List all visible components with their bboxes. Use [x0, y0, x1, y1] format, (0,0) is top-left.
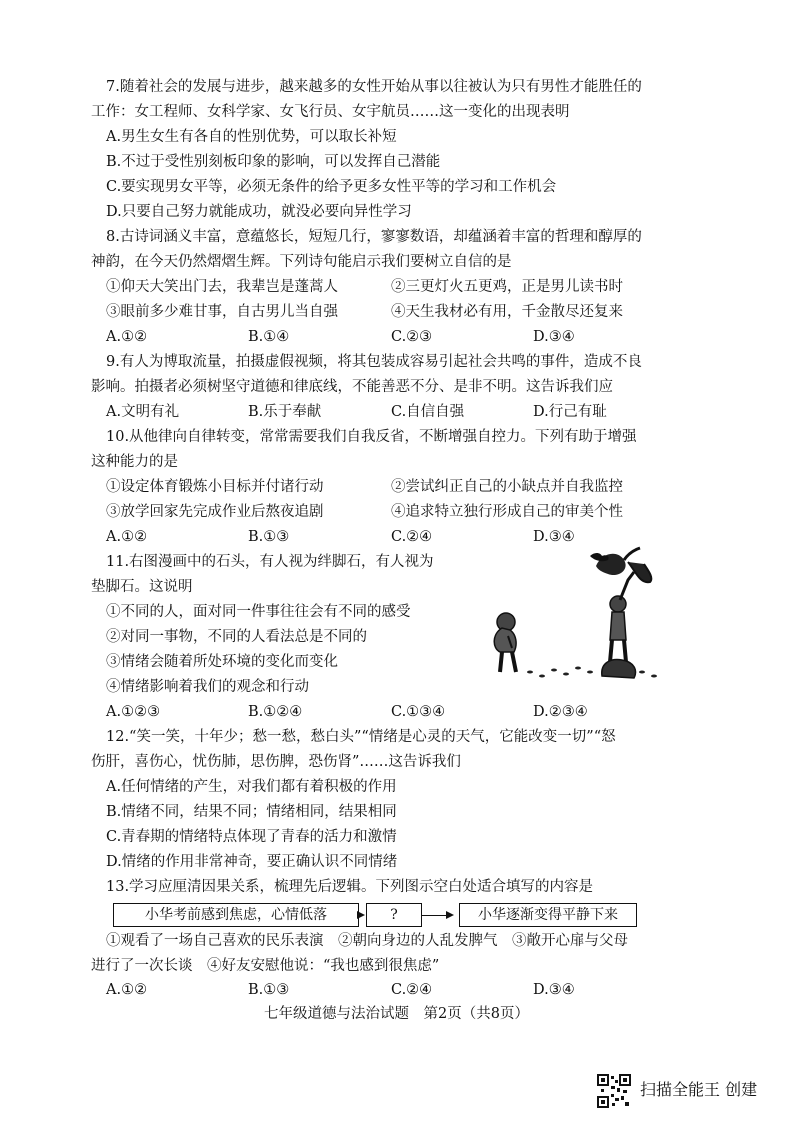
q11-statement-4: ④情绪影响着我们的观念和行动 — [106, 679, 309, 695]
q8-option-c: C.②③ — [391, 329, 433, 345]
q7-option-b: B.不过于受性别刻板印象的影响，可以发挥自己潜能 — [106, 154, 441, 170]
q13-stem: 13.学习应厘清因果关系，梳理先后逻辑。下列图示空白处适合填写的内容是 — [106, 879, 594, 895]
q12-option-b: B.情绪不同，结果不同；情绪相同，结果相同 — [106, 804, 397, 820]
flow-arrow-1 — [359, 915, 363, 916]
q13-option-a: A.①② — [106, 982, 148, 998]
q13-statements-line2: 进行了一次长谈 ④好友安慰他说：“我也感到很焦虑” — [91, 958, 440, 974]
q8-stem-line2: 神韵，在今天仍然熠熠生辉。下列诗句能启示我们要树立自信的是 — [91, 254, 512, 270]
q8-option-a: A.①② — [106, 329, 148, 345]
q10-stem-line2: 这种能力的是 — [91, 454, 178, 470]
q8-option-b: B.①④ — [248, 329, 290, 345]
q11-stem-line1: 11.右图漫画中的石头，有人视为绊脚石，有人视为 — [106, 554, 434, 570]
q13-option-b: B.①③ — [248, 982, 290, 998]
man-right-head — [610, 596, 626, 612]
q7-option-c: C.要实现男女平等，必须无条件的给予更多女性平等的学习和工作机会 — [106, 179, 557, 195]
flow-box-start: 小华考前感到焦虑，心情低落 — [113, 903, 359, 927]
cartoon-illustration — [478, 544, 663, 684]
q11-statement-1: ①不同的人，面对同一件事往往会有不同的感受 — [106, 604, 411, 620]
q13-statements-line1: ①观看了一场自己喜欢的民乐表演 ②朝向身边的人乱发脾气 ③敞开心扉与父母 — [106, 933, 628, 949]
man-right-body — [610, 612, 626, 640]
q10-option-d: D.③④ — [533, 529, 575, 545]
q11-option-b: B.①②④ — [248, 704, 303, 720]
q8-statement-3: ③眼前多少难甘事，自古男儿当自强 — [106, 304, 338, 320]
q10-option-a: A.①② — [106, 529, 148, 545]
q12-option-c: C.青春期的情绪特点体现了青春的活力和激情 — [106, 829, 397, 845]
footprints — [527, 667, 657, 678]
q10-statement-2: ②尝试纠正自己的小缺点并自我监控 — [391, 479, 623, 495]
q8-stem-line1: 8.古诗词涵义丰富，意蕴悠长，短短几行，寥寥数语，却蕴涵着丰富的哲理和醇厚的 — [106, 229, 642, 245]
q9-option-b: B.乐于奉献 — [248, 404, 322, 420]
q8-option-d: D.③④ — [533, 329, 575, 345]
q12-stem-line2: 伤肝，喜伤心，忧伤肺，思伤脾，恐伤肾”……这告诉我们 — [91, 754, 461, 770]
rock — [602, 660, 636, 678]
q11-statement-3: ③情绪会随着所处环境的变化而变化 — [106, 654, 338, 670]
q11-option-c: C.①③④ — [391, 704, 446, 720]
scanner-watermark: 扫描全能王 创建 — [640, 1080, 758, 1099]
q9-option-a: A.文明有礼 — [106, 404, 180, 420]
tree-branch — [628, 562, 651, 582]
q9-stem-line2: 影响。拍摄者必须树坚守道德和律底线，不能善恶不分、是非不明。这告诉我们应 — [91, 379, 613, 395]
q10-statement-3: ③放学回家先完成作业后熬夜追剧 — [106, 504, 324, 520]
q8-statement-4: ④天生我材必有用，千金散尽还复来 — [391, 304, 623, 320]
q11-option-d: D.②③④ — [533, 704, 588, 720]
q10-option-b: B.①③ — [248, 529, 290, 545]
man-left-body — [494, 628, 516, 652]
flow-box-blank: ? — [366, 903, 422, 927]
flow-arrow-2 — [422, 915, 452, 916]
q13-option-c: C.②④ — [391, 982, 433, 998]
q10-statement-1: ①设定体育锻炼小目标并付诸行动 — [106, 479, 324, 495]
flow-box-end: 小华逐渐变得平静下来 — [459, 903, 637, 927]
q13-option-d: D.③④ — [533, 982, 575, 998]
q11-option-a: A.①②③ — [106, 704, 161, 720]
man-right-arm — [620, 572, 634, 600]
qr-code-icon — [597, 1074, 631, 1108]
q7-stem-line2: 工作：女工程师、女科学家、女飞行员、女宇航员……这一变化的出现表明 — [91, 104, 570, 120]
q8-statement-2: ②三更灯火五更鸡，正是男儿读书时 — [391, 279, 623, 295]
q10-statement-4: ④追求特立独行形成自己的审美个性 — [391, 504, 623, 520]
q8-statement-1: ①仰天大笑出门去，我辈岂是蓬蒿人 — [106, 279, 338, 295]
q10-option-c: C.②④ — [391, 529, 433, 545]
q10-stem-line1: 10.从他律向自律转变，常常需要我们自我反省，不断增强自控力。下列有助于增强 — [106, 429, 637, 445]
q7-option-d: D.只要自己努力就能成功，就没必要向异性学习 — [106, 204, 412, 220]
q11-statement-2: ②对同一事物，不同的人看法总是不同的 — [106, 629, 367, 645]
q7-stem-line1: 7.随着社会的发展与进步，越来越多的女性开始从事以往被认为只有男性才能胜任的 — [106, 79, 642, 95]
q11-stem-line2: 垫脚石。这说明 — [91, 579, 193, 595]
man-left-legs — [500, 652, 516, 672]
q7-option-a: A.男生女生有各自的性别优势，可以取长补短 — [106, 129, 397, 145]
q9-option-c: C.自信自强 — [391, 404, 465, 420]
bird-shape — [590, 553, 609, 561]
hanging-branch — [624, 548, 640, 560]
q9-option-d: D.行己有耻 — [533, 404, 607, 420]
q12-option-a: A.任何情绪的产生，对我们都有着积极的作用 — [106, 779, 397, 795]
page-footer: 七年级道德与法治试题 第2页（共8页） — [264, 1006, 529, 1022]
q12-stem-line1: 12.“笑一笑，十年少；愁一愁，愁白头”“情绪是心灵的天气，它能改变一切”“怒 — [106, 729, 616, 745]
q12-option-d: D.情绪的作用非常神奇，要正确认识不同情绪 — [106, 854, 398, 870]
q9-stem-line1: 9.有人为博取流量，拍摄虚假视频，将其包装成容易引起社会共鸣的事件，造成不良 — [106, 354, 642, 370]
man-right-legs — [610, 640, 626, 662]
